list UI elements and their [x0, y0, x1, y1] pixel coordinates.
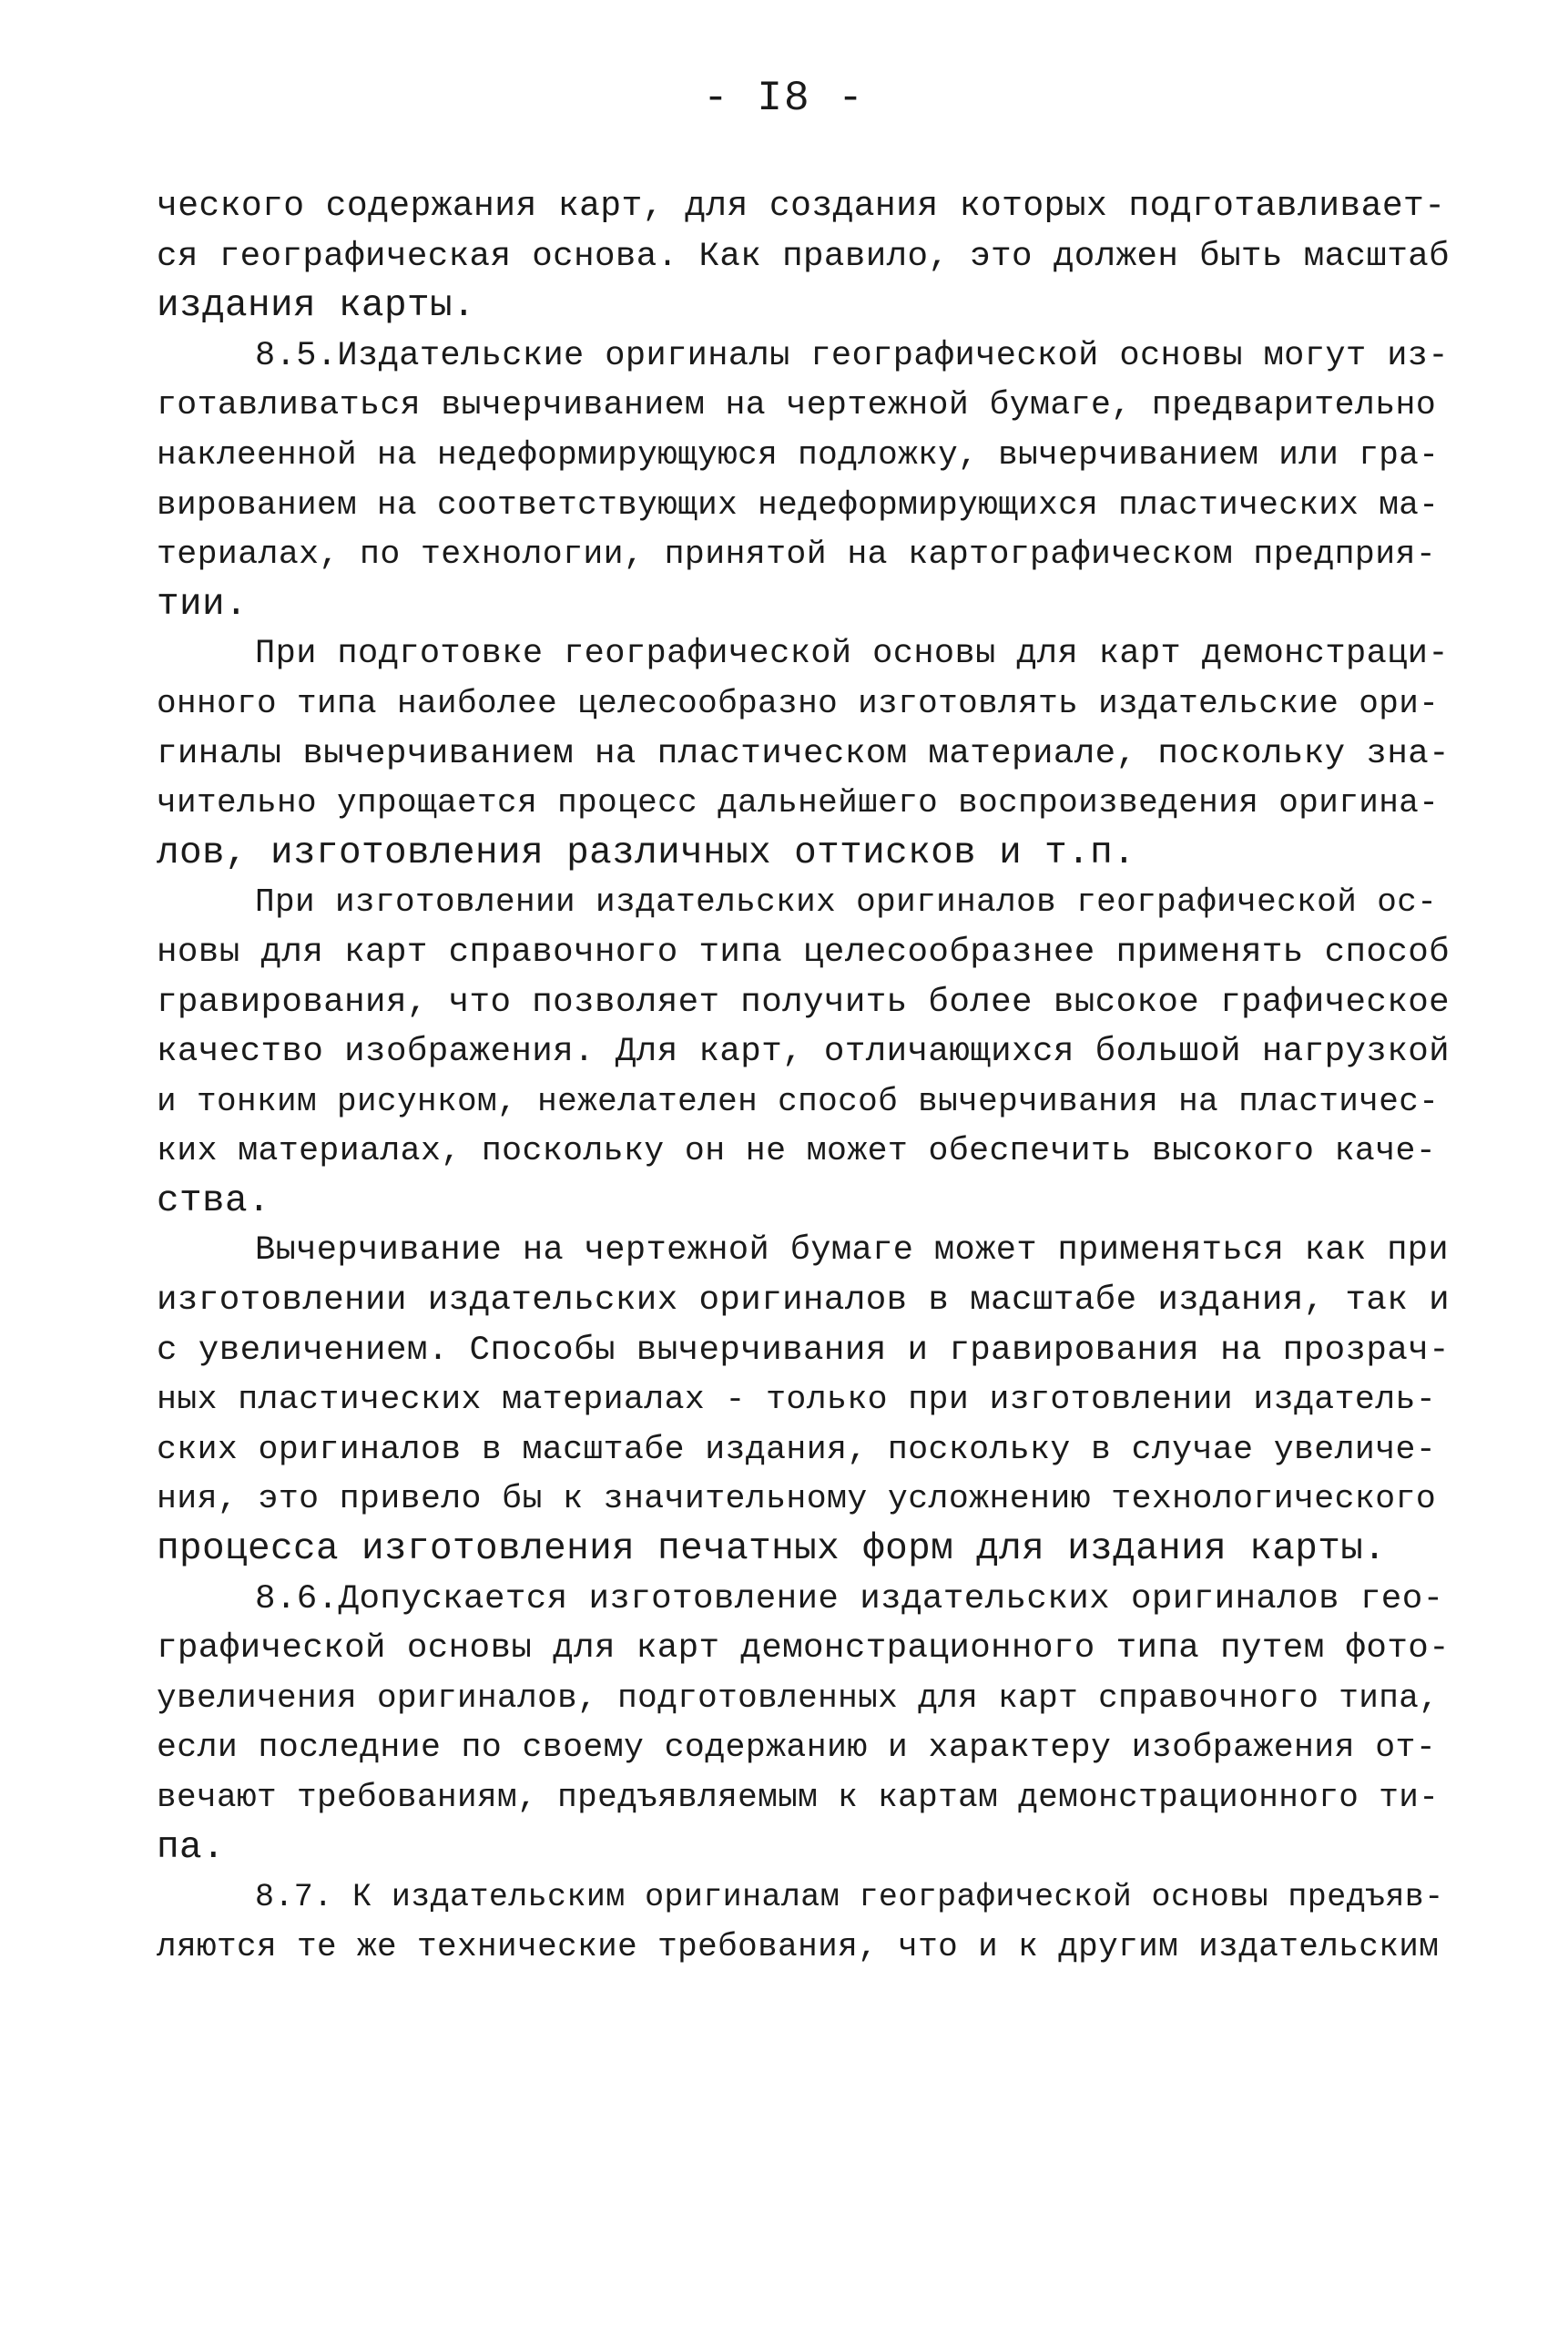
text-line: ства.	[157, 1179, 271, 1222]
text-line: и тонким рисунком, нежелателен способ вычерчивания на пластичес-	[157, 1082, 1440, 1120]
text-line: если последние по своему содержанию и характеру изображения от-	[157, 1729, 1437, 1767]
text-line: процесса изготовления печатных форм для издания карты.	[157, 1528, 1387, 1571]
text-line: вечают требованиям, предъявляемым к картам демонстрационного ти-	[157, 1779, 1440, 1816]
text-line: изготовлении издательских оригиналов в масштабе издания, так и	[157, 1281, 1451, 1321]
text-line: ся географическая основа. Как правило, это должен быть масштаб	[157, 237, 1451, 276]
paragraph-first-line: 8.5.Издательские оригиналы географической основы могут из-	[255, 336, 1450, 375]
text-line: па.	[157, 1826, 226, 1869]
text-line: готавливаться вычерчиванием на чертежной бумаге, предварительно	[157, 386, 1437, 424]
body-text	[157, 182, 1450, 1972]
text-line: ных пластических материалах - только при изготовлении издатель-	[157, 1381, 1437, 1419]
text-line: ляются те же технические требования, что и к другим издательским	[157, 1927, 1440, 1965]
paragraph-first-line: При изготовлении издательских оригиналов географической ос-	[255, 883, 1438, 922]
paragraph-first-line: Вычерчивание на чертежной бумаге может применяться как при	[255, 1231, 1450, 1271]
text-line: ния, это привело бы к значительному усложнению технологического	[157, 1480, 1437, 1518]
page-number: - I8 -	[703, 75, 865, 122]
paragraph-first-line: При подготовке географической основы для карт демонстраци-	[255, 635, 1450, 674]
text-line: териалах, по технологии, принятой на картографическом предприя-	[157, 536, 1437, 574]
text-line: лов, изготовления различных оттисков и т.п.	[157, 832, 1136, 874]
text-line: ческого содержания карт, для создания которых подготавливает-	[157, 187, 1446, 226]
text-line: увеличения оригиналов, подготовленных для карт справочного типа,	[157, 1679, 1440, 1717]
text-line: новы для карт справочного типа целесообразнее применять способ	[157, 933, 1451, 972]
text-line: издания карты.	[157, 285, 476, 328]
text-line: вированием на соответствующих недеформирующихся пластических ма-	[157, 485, 1440, 524]
paragraph-first-line: 8.6.Допускается изготовление издательских оригиналов гео-	[255, 1579, 1444, 1618]
text-line: гиналы вычерчиванием на пластическом материале, поскольку зна-	[157, 734, 1451, 773]
text-line: качество изображения. Для карт, отличающихся большой нагрузкой	[157, 1033, 1451, 1072]
text-line: тии.	[157, 583, 249, 626]
text-line: онного типа наиболее целесообразно изготовлять издательские ори-	[157, 684, 1440, 722]
text-line: чительно упрощается процесс дальнейшего воспроизведения оригина-	[157, 784, 1440, 822]
text-line: графической основы для карт демонстрационного типа путем фото-	[157, 1629, 1451, 1669]
text-line: гравирования, что позволяет получить более высокое графическое	[157, 983, 1451, 1022]
text-line: ких материалах, поскольку он не может обеспечить высокого каче-	[157, 1132, 1437, 1170]
text-line: с увеличением. Способы вычерчивания и гравирования на прозрач-	[157, 1331, 1451, 1370]
paragraph-first-line: 8.7. К издательским оригиналам географической основы предъяв-	[255, 1879, 1444, 1916]
text-line: ских оригиналов в масштабе издания, поскольку в случае увеличе-	[157, 1430, 1437, 1468]
text-line: наклеенной на недеформирующуюся подложку, вычерчиванием или гра-	[157, 435, 1440, 474]
